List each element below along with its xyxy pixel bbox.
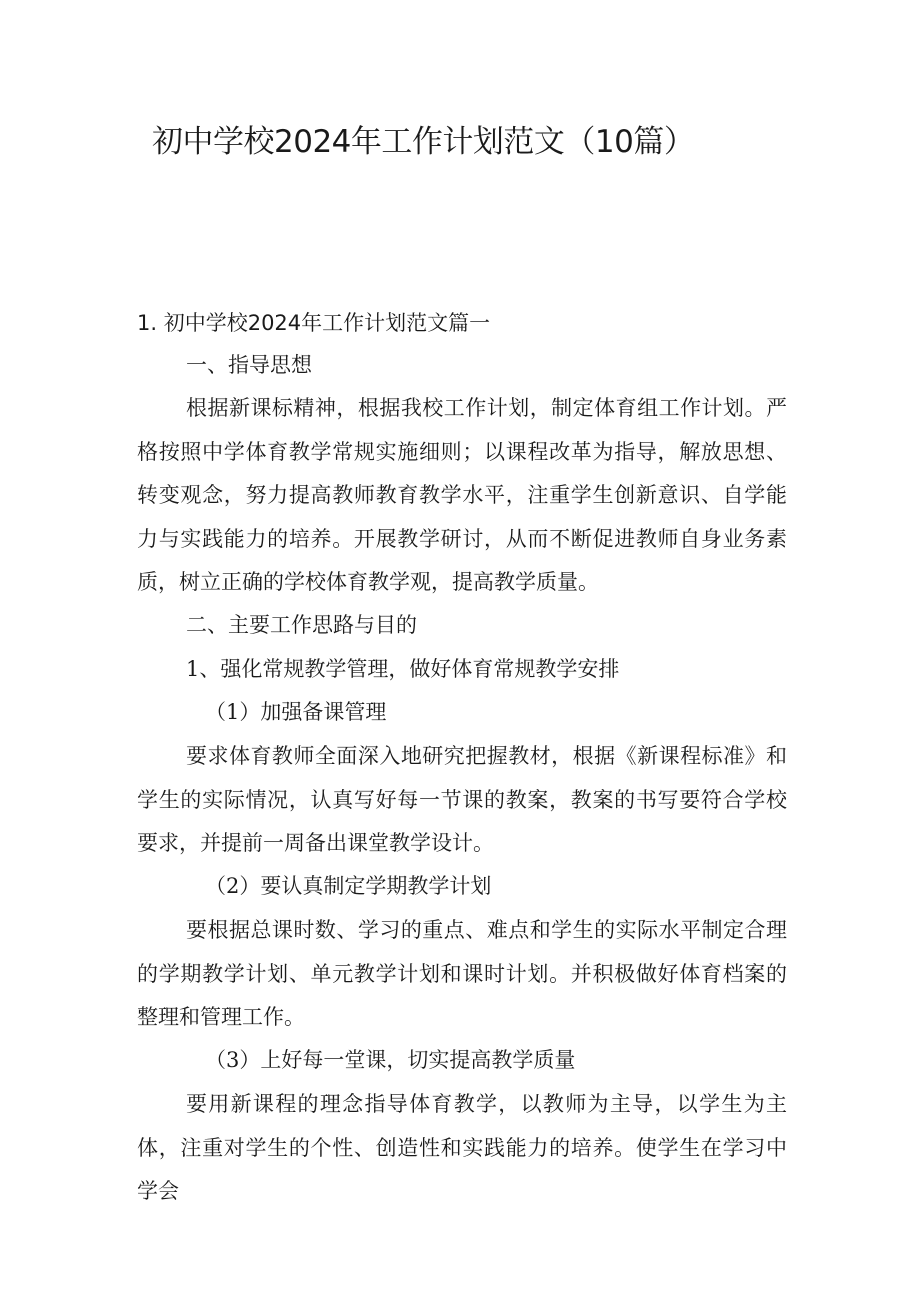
document-title: 初中学校2024年工作计划范文（10篇） (152, 124, 695, 160)
sub-2-heading: （2）要认真制定学期教学计划 (205, 874, 492, 898)
part-2-heading: 二、主要工作思路与目的 (186, 613, 417, 637)
sub-2-paragraph: 要根据总课时数、学习的重点、难点和学生的实际水平制定合理的学期教学计划、单元教学计划和课时计划。并积极做好体育档案的整理和管理工作。 (137, 918, 787, 1030)
sub-3-heading: （3）上好每一堂课，切实提高教学质量 (205, 1048, 576, 1072)
part-1-paragraph: 根据新课标精神，根据我校工作计划，制定体育组工作计划。严格按照中学体育教学常规实施细则；以课程改革为指导，解放思想、转变观念，努力提高教师教育教学水平，注重学生创新意识、自学能力与实践能力的培养。开展教学研讨，从而不断促进教师自身业务素质，树立正确的学校体育教学观，提高教学质量。 (137, 396, 787, 595)
sub-1-heading: （1）加强备课管理 (205, 700, 387, 724)
sub-1-paragraph: 要求体育教师全面深入地研究把握教材，根据《新课程标准》和学生的实际情况，认真写好每一节课的教案，教案的书写要符合学校要求，并提前一周备出课堂教学设计。 (137, 744, 787, 856)
item-1-heading: 1、强化常规教学管理，做好体育常规教学安排 (186, 657, 620, 681)
section-heading-1: 1. 初中学校2024年工作计划范文篇一 (137, 311, 491, 335)
part-1-heading: 一、指导思想 (186, 353, 312, 377)
sub-3-paragraph: 要用新课程的理念指导体育教学，以教师为主导，以学生为主体，注重对学生的个性、创造性和实践能力的培养。使学生在学习中学会 (137, 1092, 787, 1204)
